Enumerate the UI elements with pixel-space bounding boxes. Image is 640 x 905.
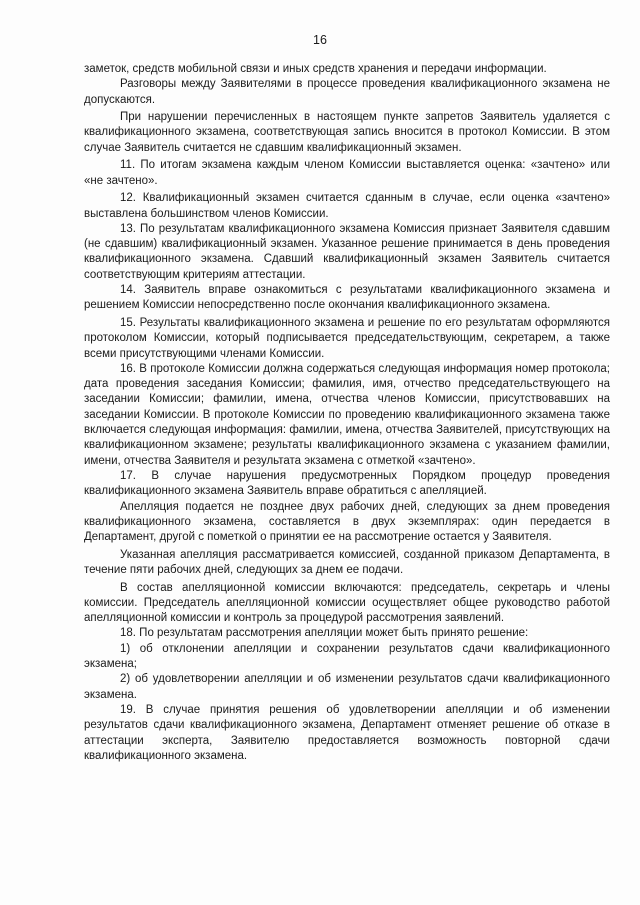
paragraph-decision-reject: 1) об отклонении апелляции и сохранении результатов сдачи квалификационного экзамена; xyxy=(84,642,610,671)
paragraph-item-11: 11. По итогам экзамена каждым членом Комиссии выставляется оценка: «зачтено» или «не зачтено». xyxy=(84,159,610,187)
paragraph-decision-satisfy: 2) об удовлетворении апелляции и об изменении результатов сдачи квалификационного экзамена. xyxy=(84,673,610,701)
page-number: 16 xyxy=(313,33,327,47)
paragraph-item-16: 16. В протоколе Комиссии должна содержаться следующая информация номер протокола; дата проведения заседания Комиссии; фамилия, имя, отчество председательствующего на заседании Комиссии; фамилии, имена, отчества членов Комиссии, присутствовавших на заседании Комиссии. В протоколе Комиссии по проведению квалификационного экзамена также включается следующая информация: фамилии, имена, отчества Заявителей, присутствующих на квалификационном экзамене; результаты квалификационного экзамена с указанием фамилии, имени, отчества Заявителя и результата экзамена с отметкой «зачтено». xyxy=(84,362,610,467)
paragraph-appeal-review: Указанная апелляция рассматривается комиссией, созданной приказом Департамента, в течение пяти рабочих дней, следующих за днем ее подачи. xyxy=(84,548,610,576)
paragraph-item-17: 17. В случае нарушения предусмотренных Порядком процедур проведения квалификационного экзамена Заявитель вправе обратиться с апелляцией. xyxy=(84,469,610,498)
paragraph-item-18: 18. По результатам рассмотрения апелляции может быть принято решение: xyxy=(120,627,529,640)
paragraph-continuation: заметок, средств мобильной связи и иных средств хранения и передачи информации. xyxy=(84,63,547,75)
paragraph-appeal-commission: В состав апелляционной комиссии включаются: председатель, секретарь и члены комиссии. Председатель апелляционной комиссии осуществляет общее руководство работой апелляционной комиссии и контроль за процедурой рассмотрения заявлений. xyxy=(84,581,610,625)
paragraph-item-15: 15. Результаты квалификационного экзамена и решение по его результатам оформляются протоколом Комиссии, который подписывается председательствующим, секретарем, а также всеми присутствующими членами Комиссии. xyxy=(84,316,610,360)
paragraph-item-12: 12. Квалификационный экзамен считается сданным в случае, если оценка «зачтено» выставлена большинством членов Комиссии. xyxy=(84,192,610,220)
paragraph-item-14: 14. Заявитель вправе ознакомиться с результатами квалификационного экзамена и решением Комиссии непосредственно после окончания квалификационного экзамена. xyxy=(84,284,610,312)
paragraph-item-13: 13. По результатам квалификационного экзамена Комиссия признает Заявителя сдавшим (не сдавшим) квалификационный экзамен. Указанное решение принимается в день проведения квалификационного экзамена. Сдавший квалификационный экзамен Заявитель считается соответствующим критериям аттестации. xyxy=(84,222,610,281)
paragraph-violation-removal: При нарушении перечисленных в настоящем пункте запретов Заявитель удаляется с квалификационного экзамена, соответствующая запись вносится в протокол Комиссии. В этом случае Заявитель считается не сдавшим квалификационный экзамен. xyxy=(84,111,610,154)
document-body xyxy=(84,62,610,764)
paragraph-conversations-forbidden: Разговоры между Заявителями в процессе проведения квалификационного экзамена не допускаются. xyxy=(84,78,610,106)
paragraph-appeal-filing: Апелляция подается не позднее двух рабочих дней, следующих за днем проведения квалификационного экзамена, составляется в двух экземплярах: один передается в Департамент, другой с пометкой о принятии ее на рассмотрение остается у Заявителя. xyxy=(84,500,610,544)
paragraph-item-19: 19. В случае принятия решения об удовлетворении апелляции и об изменении результатов сдачи квалификационного экзамена, Департамент отменяет решение об отказе в аттестации эксперта, Заявителю предоставляется возможность повторной сдачи квалификационного экзамена. xyxy=(84,703,610,762)
